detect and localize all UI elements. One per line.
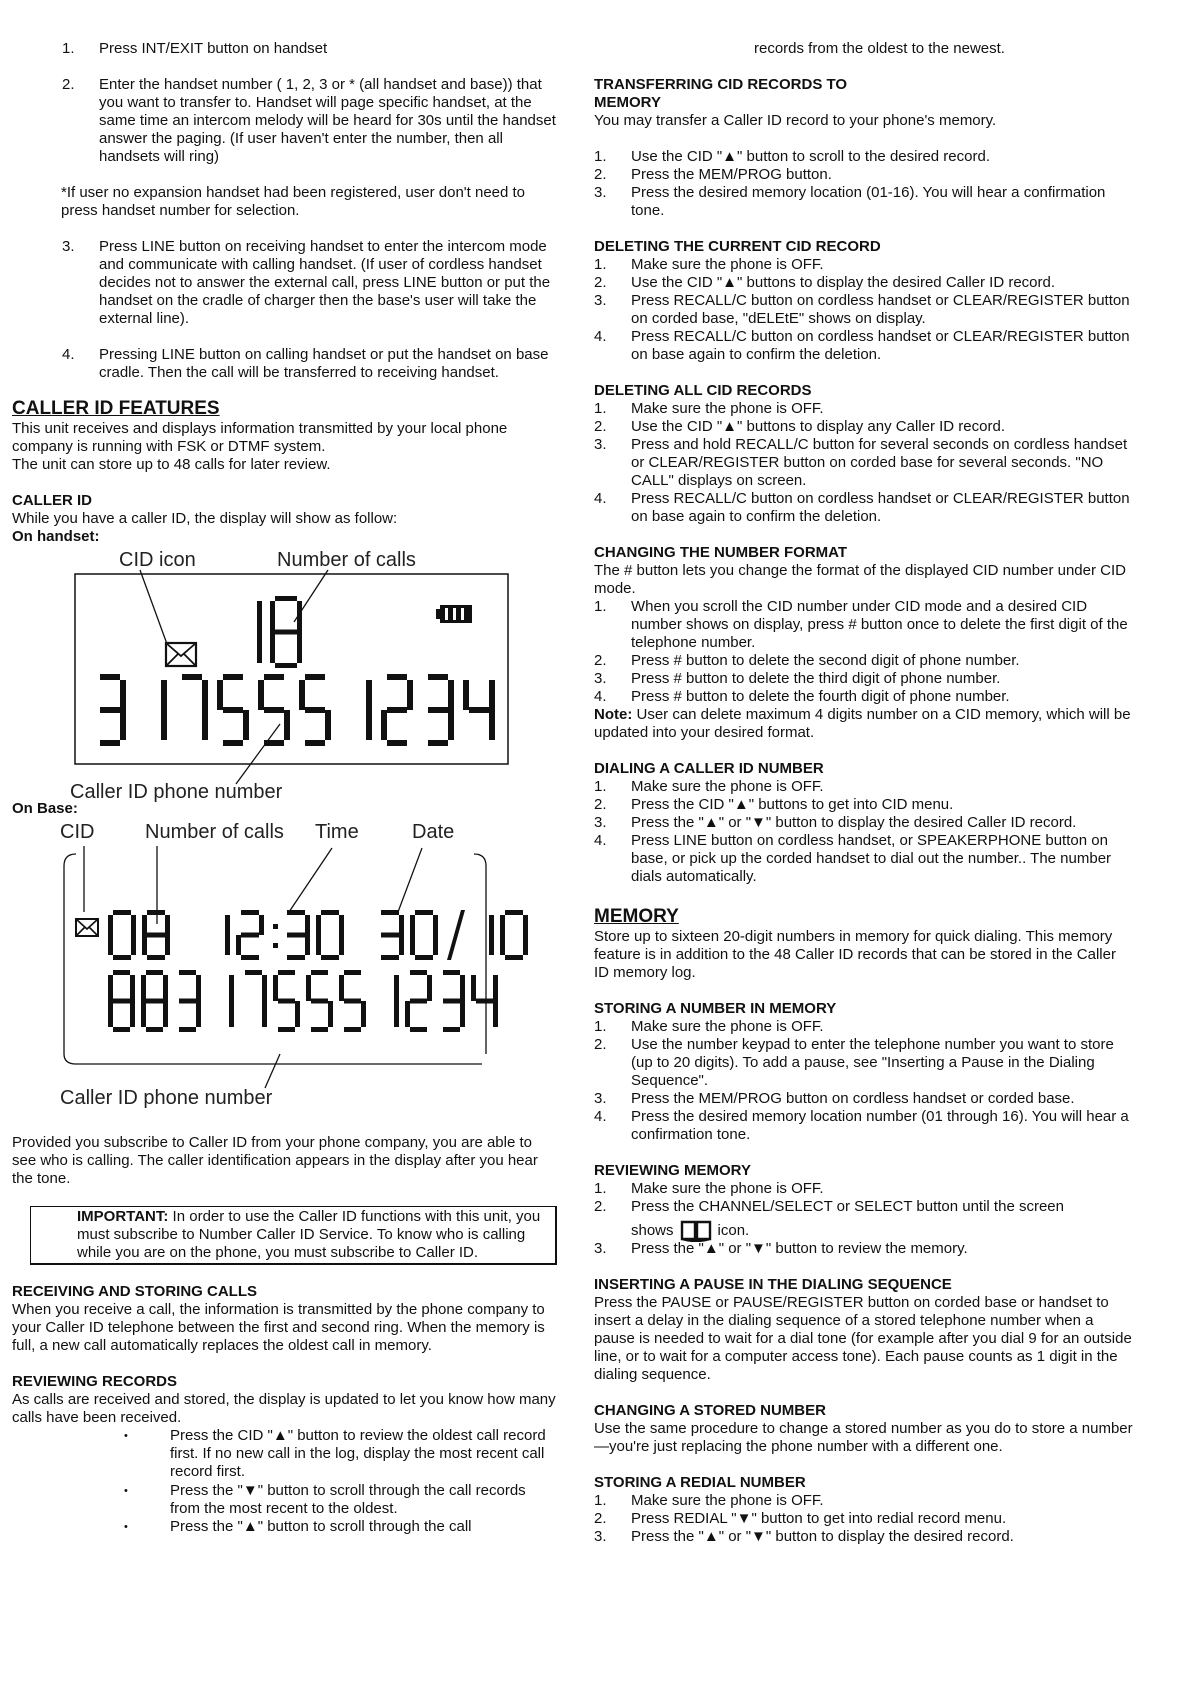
list-item: 3. Press RECALL/C button on cordless handset or CLEAR/REGISTER button on corded base, "dELEtE" shows on display. (594, 292, 1130, 327)
lcd-digit (471, 975, 498, 1027)
lcd-digit (217, 674, 249, 746)
paragraph: Press the PAUSE or PAUSE/REGISTER button on corded base or handset to insert a delay in the dialing sequence of a stored telephone number when a pause is needed to wait for a dial tone (for example after you dial 9 for an outside line, or to wait for a computer access tone). Each pause counts as 1 digit in the dialing sequence. (594, 1294, 1132, 1383)
steps-list (594, 400, 1134, 526)
caller-id-section (12, 492, 557, 546)
list-item: • Press the CID "▲" button to review the oldest call record first. If no new call in the log, display the most recent call record first. (170, 1427, 557, 1481)
leader-line (398, 848, 422, 912)
storing-section (594, 1000, 1134, 1144)
cid-label: CID (60, 821, 95, 843)
lcd-digit (257, 601, 262, 663)
section-title: REVIEWING MEMORY (594, 1162, 751, 1179)
steps-list (594, 148, 1134, 220)
deleting-all-section (594, 382, 1134, 526)
lcd-digit (428, 674, 454, 746)
section-title: CALLER ID (12, 492, 92, 509)
note (594, 706, 1134, 742)
paragraph: Use the same procedure to change a stored number as you do to store a number—you're just replacing the phone number with a different one. (594, 1420, 1133, 1455)
lcd-digit (500, 910, 528, 960)
section-title: CHANGING THE NUMBER FORMAT (594, 544, 848, 561)
section-title: CALLER ID FEATURES (12, 398, 220, 419)
caller-id-phone-number-label: Caller ID phone number (70, 781, 283, 803)
shows-text: shows (631, 1222, 674, 1239)
list-item: 3. Press the MEM/PROG button on cordless handset or corded base. (594, 1090, 1075, 1107)
list-item: 1. Make sure the phone is OFF. (594, 778, 824, 795)
lcd-digit (236, 910, 264, 960)
lcd-digit (299, 674, 331, 746)
section-title: REVIEWING RECORDS (12, 1373, 178, 1390)
number-of-calls-label: Number of calls (145, 821, 284, 843)
lcd-separator (447, 910, 465, 960)
list-item: 4. Press # button to delete the fourth digit of phone number. (594, 688, 1010, 705)
list-item: 2. Use the number keypad to enter the telephone number you want to store (up to 20 digits). To add a pause, see "Inserting a Pause in the Dialing Sequence". (594, 1036, 1114, 1089)
lcd-digit (443, 970, 465, 1032)
list-item: 3. Press the "▲" or "▼" button to display the desired record. (594, 1528, 1014, 1545)
paragraph: The unit can store up to 48 calls for later review. (12, 456, 331, 473)
lcd-digit (108, 970, 135, 1032)
book-icon (680, 1220, 712, 1242)
on-handset-label: On handset: (12, 528, 100, 545)
reviewing-memory-section (594, 1162, 1134, 1258)
list-item: 2. Enter the handset number ( 1, 2, 3 or * (all handset and base)) that you want to transfer to. Handset will page specific handset, at the same time an intercom melody will be heard for 30s until the handset answer the paging. (If user haven't enter the number, then all handsets will ring) (62, 76, 556, 165)
steps-list (594, 598, 1134, 706)
lcd-separator (273, 924, 278, 948)
left-column (12, 40, 557, 1536)
lcd-digit (258, 674, 290, 746)
handset-display-figure (12, 546, 557, 808)
steps-list (594, 256, 1134, 364)
continued-text: records from the oldest to the newest. (754, 40, 1005, 57)
lcd-digit (100, 674, 126, 746)
paragraph: The # button lets you change the format of the displayed CID number under CID mode. (594, 562, 1126, 597)
lcd-digit (287, 910, 310, 960)
list-item: 2. Press # button to delete the second digit of phone number. (594, 652, 1020, 669)
lcd-digit (489, 915, 494, 955)
section-title: INSERTING A PAUSE IN THE DIALING SEQUENCE (594, 1276, 952, 1293)
lcd-digit (142, 910, 170, 960)
time-label: Time (315, 821, 359, 843)
paragraph: While you have a caller ID, the display will show as follow: (12, 510, 398, 527)
leader-line (236, 724, 280, 784)
envelope-icon (76, 919, 98, 936)
right-column (594, 40, 1134, 1546)
list-item: 4. Press LINE button on cordless handset, or SPEAKERPHONE button on base, or pick up the corded handset to dial out the number.. The number dials automatically. (594, 832, 1112, 885)
leader-line (289, 848, 332, 912)
paragraph: Store up to sixteen 20-digit numbers in memory for quick dialing. This memory feature is in addition to the 48 Caller ID records that can be stored in the Caller ID memory log. (594, 928, 1116, 981)
list-item: 1. Make sure the phone is OFF. (594, 1180, 824, 1197)
paragraph: This unit receives and displays information transmitted by your local phone company is running with FSK or DTMF system. (12, 420, 508, 455)
paragraph: When you receive a call, the information is transmitted by the phone company to your Caller ID telephone between the first and second ring. When the memory is full, a new call automatically replaces the oldest call in memory. (12, 1301, 545, 1354)
section-title: DELETING ALL CID RECORDS (594, 382, 812, 399)
deleting-current-section (594, 238, 1134, 364)
lcd-digit (306, 970, 333, 1032)
cid-icon-label: CID icon (119, 549, 196, 571)
handset-calls-digits (257, 596, 302, 668)
list-item: 4. Pressing LINE button on calling handset or put the handset on base cradle. Then the call will be transferred to receiving handset. (62, 346, 549, 381)
bullet-list (12, 1427, 557, 1536)
icon-text: icon. (717, 1222, 750, 1239)
lcd-digit (273, 970, 300, 1032)
list-item: 3. Press LINE button on receiving handset to enter the intercom mode and communicate with calling handset. (If user of cordless handset decides not to answer the external call, press LINE button or put the handset on the cradle of charger then the base's user will take the external line). (62, 238, 551, 327)
lcd-digit (270, 596, 302, 668)
list-item: 3. Press and hold RECALL/C button for several seconds on cordless handset or CLEAR/REGISTER button on corded base for several seconds. "NO CALL" displays on screen. (594, 436, 1128, 489)
lcd-digit (366, 680, 372, 740)
handset-lcd-frame (75, 574, 508, 764)
lcd-digit (463, 680, 495, 740)
caller-id-phone-number-label: Caller ID phone number (60, 1087, 273, 1108)
lcd-digit (339, 970, 366, 1032)
changing-format-section (594, 544, 1134, 742)
lcd-digit (141, 970, 168, 1032)
steps-list (594, 1492, 1134, 1546)
base-number-digits (108, 970, 498, 1032)
leader-line (265, 1054, 280, 1088)
steps-list (594, 1180, 1134, 1258)
list-item: 4. Press the desired memory location number (01 through 16). You will hear a confirmation tone. (594, 1108, 1129, 1143)
list-item: 2. Press REDIAL "▼" button to get into redial record menu. (594, 1510, 1007, 1527)
list-item: • Press the "▼" button to scroll through the call records from the most recent to the oldest. (170, 1482, 557, 1518)
handset-number-digits (100, 674, 495, 746)
list-item: 3. Press the "▲" or "▼" button to review the memory. (594, 1240, 968, 1257)
list-item: 1. Make sure the phone is OFF. (594, 1018, 824, 1035)
list-item: 2. Press the MEM/PROG button. (594, 166, 832, 183)
paragraph: As calls are received and stored, the display is updated to let you know how many calls have been received. (12, 1391, 556, 1426)
lcd-digit (182, 674, 208, 740)
list-item: 2. Press the CID "▲" buttons to get into CID menu. (594, 796, 954, 813)
section-title: STORING A NUMBER IN MEMORY (594, 1000, 837, 1017)
date-label: Date (412, 821, 455, 843)
caller-id-features-section (12, 398, 557, 474)
important-notice (30, 1206, 557, 1265)
lcd-digit (161, 680, 167, 740)
list-item: 4. Press RECALL/C button on cordless handset or CLEAR/REGISTER button on base again to confirm the deletion. (594, 328, 1130, 363)
list-item (594, 1220, 1134, 1240)
steps-list (594, 1018, 1134, 1144)
paragraph: You may transfer a Caller ID record to your phone's memory. (594, 112, 997, 129)
section-title: CHANGING A STORED NUMBER (594, 1402, 826, 1419)
list-item: 1. Make sure the phone is OFF. (594, 1492, 824, 1509)
lcd-digit (179, 970, 201, 1032)
list-item: 1. Use the CID "▲" button to scroll to the desired record. (594, 148, 990, 165)
changing-stored-section (594, 1402, 1134, 1456)
list-item: • Press the "▲" button to scroll through the call (170, 1518, 557, 1536)
list-item: 3. Press the "▲" or "▼" button to display the desired Caller ID record. (594, 814, 1077, 831)
list-item: 1. When you scroll the CID number under CID mode and a desired CID number shows on display, press # button once to delete the first digit of the telephone number. (594, 598, 1128, 651)
lcd-digit (229, 975, 234, 1027)
list-item: 3. Press # button to delete the third digit of phone number. (594, 670, 1001, 687)
reviewing-records-section (12, 1373, 557, 1536)
section-title: TRANSFERRING CID RECORDS TO MEMORY (594, 76, 848, 111)
star-note: *If user no expansion handset had been registered, user don't need to press handset number for selection. (61, 184, 526, 219)
receiving-section (12, 1283, 557, 1355)
section-title: STORING A REDIAL NUMBER (594, 1474, 806, 1491)
lcd-digit (245, 970, 267, 1027)
battery-icon (436, 605, 472, 623)
dialing-section (594, 760, 1134, 886)
on-base-label: On Base: (12, 800, 78, 817)
note-label: Note: (594, 706, 633, 723)
lcd-digit (225, 915, 230, 955)
section-title: DIALING A CALLER ID NUMBER (594, 760, 824, 777)
redial-section (594, 1474, 1134, 1546)
list-item: 2. Press the CHANNEL/SELECT or SELECT button until the screen (594, 1198, 1064, 1215)
transferring-section (594, 76, 1134, 220)
section-title: RECEIVING AND STORING CALLS (12, 1283, 258, 1300)
base-top-digits (108, 910, 528, 960)
list-item: 2. Use the CID "▲" buttons to display any Caller ID record. (594, 418, 1005, 435)
lcd-digit (381, 674, 413, 746)
list-item: 3. Press the desired memory location (01-16). You will hear a confirmation tone. (594, 184, 1106, 219)
lcd-digit (410, 910, 438, 960)
envelope-icon (166, 643, 196, 666)
lcd-digit (316, 910, 344, 960)
lcd-digit (381, 910, 404, 960)
base-display-figure (12, 818, 557, 1108)
paragraph: Provided you subscribe to Caller ID from your phone company, you are able to see who is calling. The caller identification appears in the display after you hear the tone. (12, 1134, 538, 1187)
section-title: MEMORY (594, 906, 679, 927)
list-item: 1. Press INT/EXIT button on handset (62, 40, 328, 57)
memory-section (594, 906, 1134, 982)
important-label: IMPORTANT: (77, 1208, 169, 1225)
list-item: 1. Make sure the phone is OFF. (594, 400, 824, 417)
note-text: User can delete maximum 4 digits number on a CID memory, which will be updated into your desired format. (594, 706, 1131, 741)
pause-section (594, 1276, 1134, 1384)
list-item: 1. Make sure the phone is OFF. (594, 256, 824, 273)
lcd-digit (394, 975, 399, 1027)
number-of-calls-label: Number of calls (277, 549, 416, 571)
lcd-digit (405, 970, 432, 1032)
lcd-digit (108, 910, 136, 960)
list-item: 4. Press RECALL/C button on cordless handset or CLEAR/REGISTER button on base again to confirm the deletion. (594, 490, 1130, 525)
intercom-steps-b (12, 238, 557, 382)
important-text: In order to use the Caller ID functions with this unit, you must subscribe to Number Caller ID Service. To know who is calling while you are on the phone, you must subscribe to Caller ID. (77, 1208, 541, 1261)
list-item: 2. Use the CID "▲" buttons to display the desired Caller ID record. (594, 274, 1056, 291)
intercom-steps-a (12, 40, 557, 166)
leader-line (140, 570, 167, 644)
section-title: DELETING THE CURRENT CID RECORD (594, 238, 881, 255)
steps-list (594, 778, 1134, 886)
